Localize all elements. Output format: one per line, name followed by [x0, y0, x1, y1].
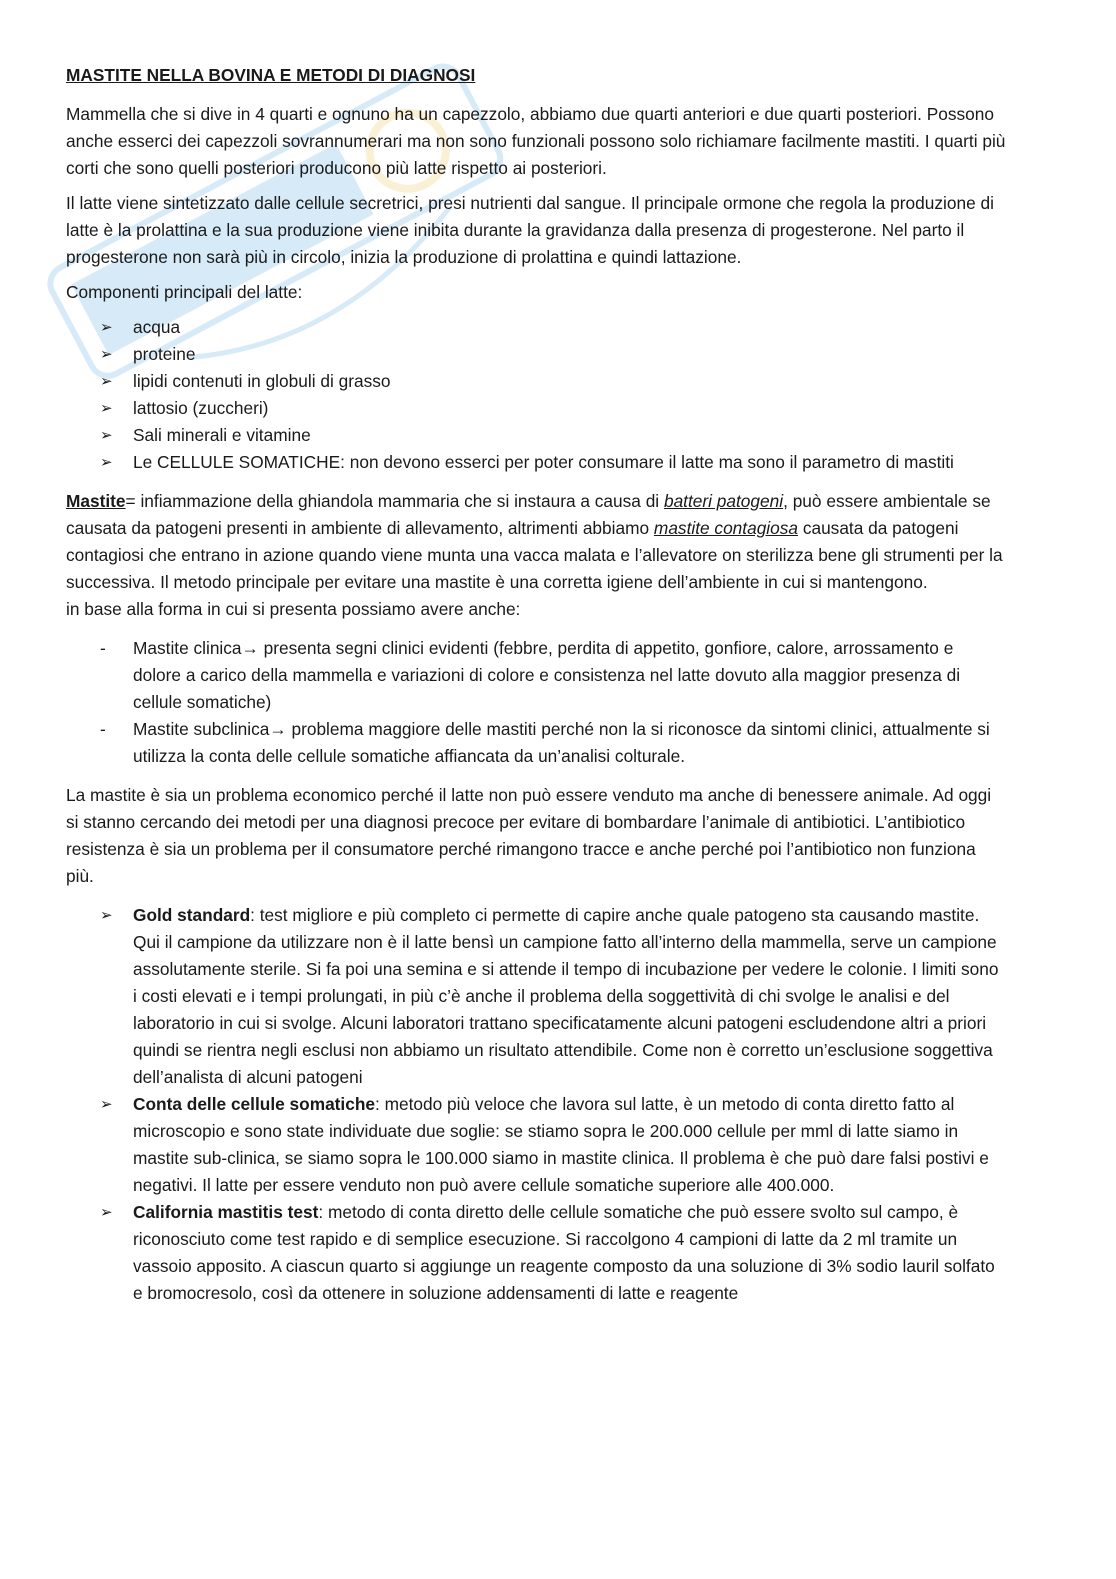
arrow-bullet-icon: ➢: [100, 907, 113, 924]
list-item: ➢ lattosio (zuccheri): [66, 395, 1006, 422]
arrow-bullet-icon: ➢: [100, 373, 113, 390]
paragraph-forms-intro: in base alla forma in cui si presenta possiamo avere anche:: [66, 599, 521, 619]
method-name: California mastitis test: [133, 1202, 319, 1222]
arrow-bullet-icon: ➢: [100, 319, 113, 336]
dash-bullet: -: [100, 638, 106, 658]
arrow-bullet-icon: ➢: [100, 1204, 113, 1221]
list-item: ➢ lipidi contenuti in globuli di grasso: [66, 368, 1006, 395]
paragraph-economic-problem: La mastite è sia un problema economico perché il latte non può essere venduto ma anche di benessere animale. Ad oggi si stanno cercando dei metodi per una diagnosi precoce per evitare di bombardare l’animale di antibiotici. L’antibiotico resistenza è sia un problema per il consumatore perché rimangono tracce e anche perché poi l’antibiotico non funziona più.: [66, 785, 992, 886]
batteri-patogeni-term: batteri patogeni: [663, 491, 784, 511]
list-item: ➢ proteine: [66, 341, 1006, 368]
list-item: ➢ Gold standard: test migliore e più completo ci permette di capire anche quale patogeno sta causando mastite. Qui il campione da utilizzare non è il latte bensì un campione fatto all’interno della mammella, serve un campione assolutamente sterile. Si fa poi una semina e si attende il tempo di incubazione per vedere le colonie. I limiti sono i costi elevati e i tempi prolungati, in più c’è anche il problema della soggettività di chi svolge le analisi e del laboratorio in cui si svolge. Alcuni laboratori trattano specificatamente alcuni patogeni escludendone altri a priori quindi se rientra negli esclusi non abbiamo un risultato attendibile. Come non è corretto un’esclusione soggettiva dell’analista di alcuni patogeni: [66, 902, 1006, 1091]
list-item: ➢ California mastitis test: metodo di conta diretto delle cellule somatiche che può essere svolto sul campo, è riconosciuto come test rapido e di semplice esecuzione. Si raccolgono 4 campioni di latte da 2 ml tramite un vassoio apposito. A ciascun quarto si aggiunge un reagente composto da una soluzione di 3% sodio lauril solfato e bromocresolo, così da ottenere in soluzione addensamenti di latte e reagente: [66, 1199, 1006, 1307]
list-item: ➢ Sali minerali e vitamine: [66, 422, 1006, 449]
list-item: - Mastite clinica→ presenta segni clinici evidenti (febbre, perdita di appetito, gonfiore, calore, arrossamento e dolore a carico della mammella e variazioni di colore e consistenza nel latte dovuto alla maggior presenza di cellule somatiche): [66, 635, 1006, 716]
list-item: - Mastite subclinica→ problema maggiore delle mastiti perché non la si riconosce da sintomi clinici, attualmente si utilizza la conta delle cellule somatiche affiancata da un’analisi colturale.: [66, 716, 1006, 770]
paragraph-milk-synthesis: Il latte viene sintetizzato dalle cellule secretrici, presi nutrienti dal sangue. Il principale ormone che regola la produzione di latte è la prolattina e la sua produzione viene inibita durante la gravidanza dalla presenza di progesterone. Nel parto il progesterone non sarà più in circolo, inizia la produzione di prolattina e quindi lattazione.: [66, 193, 994, 267]
arrow-bullet-icon: ➢: [100, 1096, 113, 1113]
arrow-bullet-icon: ➢: [100, 427, 113, 444]
method-name: Gold standard: [133, 905, 251, 925]
components-intro: Componenti principali del latte:: [66, 282, 303, 302]
forms-list: [66, 635, 1006, 770]
arrow-bullet-icon: ➢: [100, 454, 113, 471]
arrow-bullet-icon: ➢: [100, 400, 113, 417]
dash-bullet: -: [100, 719, 106, 739]
paragraph-udder: Mammella che si dive in 4 quarti e ognuno ha un capezzolo, abbiamo due quarti anteriori e due quarti posteriori. Possono anche esserci dei capezzoli sovrannumerari ma non sono funzionali possono solo richiamare facilmente mastiti. I quarti più corti che sono quelli posteriori producono più latte rispetto ai posteriori.: [66, 104, 1006, 178]
document-page: [66, 62, 1006, 1319]
list-item: ➢ Le CELLULE SOMATICHE: non devono esserci per poter consumare il latte ma sono il parametro di mastiti: [66, 449, 1006, 476]
mastite-contagiosa-term: mastite contagiosa: [653, 518, 799, 538]
list-item: ➢ acqua: [66, 314, 1006, 341]
arrow-bullet-icon: ➢: [100, 346, 113, 363]
components-list: [66, 314, 1006, 476]
document-title: MASTITE NELLA BOVINA E METODI DI DIAGNOSI: [66, 65, 476, 85]
list-item: ➢ Conta delle cellule somatiche: metodo più veloce che lavora sul latte, è un metodo di conta diretto fatto al microscopio e sono state individuate due soglie: se stiamo sopra le 200.000 cellule per mml di latte siamo in mastite sub-clinica, se siamo sopra le 100.000 siamo in mastite clinica. Il problema è che può dare falsi postivi e negativi. Il latte per essere venduto non può avere cellule somatiche superiore alle 400.000.: [66, 1091, 1006, 1199]
paragraph-mastite-definition: Mastite= infiammazione della ghiandola mammaria che si instaura a causa di batteri patogeni, può essere ambientale se causata da patogeni presenti in ambiente di allevamento, altrimenti abbiamo mastite contagiosa causata da patogeni contagiosi che entrano in azione quando viene munta una vacca malata e l’allevatore on sterilizza bene gli strumenti per la successiva. Il metodo principale per evitare una mastite è una corretta igiene dell’ambiente in cui si mantengono.: [66, 491, 1003, 592]
method-name: Conta delle cellule somatiche: [133, 1094, 376, 1114]
mastite-term: Mastite: [66, 491, 126, 511]
methods-list: [66, 902, 1006, 1307]
